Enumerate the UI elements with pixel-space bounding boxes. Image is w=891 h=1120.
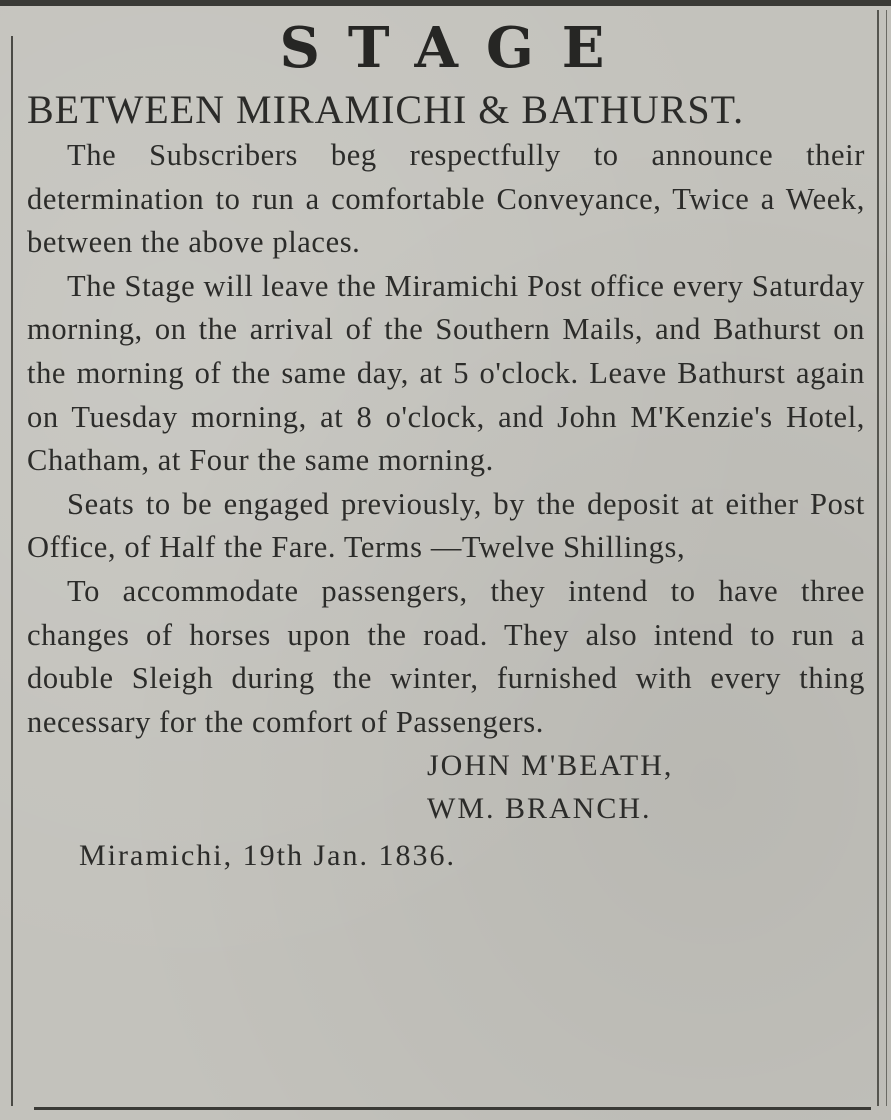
paragraph-horses-sleigh: To accommodate passengers, they intend to have three changes of horses upon the road. They also intend to run a double Sleigh during the winter, furnished with every thing necessary for the comfort of Passengers. [27,573,865,739]
stage-advertisement [27,15,865,878]
headline: STAGE [279,15,633,81]
paragraph-schedule: The Stage will leave the Miramichi Post office every Saturday morning, on the arrival of the Southern Mails, and Bathurst on the morning of the same day, at 5 o'clock. Leave Bathurst again on Tuesday morning, at 8 o'clock, and John M'Kenzie's Hotel, Chatham, at Four the same morning. [27,268,865,478]
signature-wm-branch: WM. BRANCH. [427,792,652,826]
signature-john-mbeath: JOHN M'BEATH, [427,749,674,783]
right-edge-rule [886,10,887,1106]
bottom-column-rule [34,1107,871,1110]
dateline: Miramichi, 19th Jan. 1836. [79,839,456,873]
top-column-rule [0,0,891,6]
paragraph-seats-fare: Seats to be engaged previously, by the deposit at either Post Office, of Half the Fare. Terms —Twelve Shillings, [27,486,865,565]
subheadline: BETWEEN MIRAMICHI & BATHURST. [27,87,745,132]
paragraph-announcement: The Subscribers beg respectfully to announce their determination to run a comfortable Conveyance, Twice a Week, between the above places. [27,138,865,260]
right-column-rule [877,10,879,1106]
left-column-rule [11,36,13,1106]
signature-block [27,744,865,830]
